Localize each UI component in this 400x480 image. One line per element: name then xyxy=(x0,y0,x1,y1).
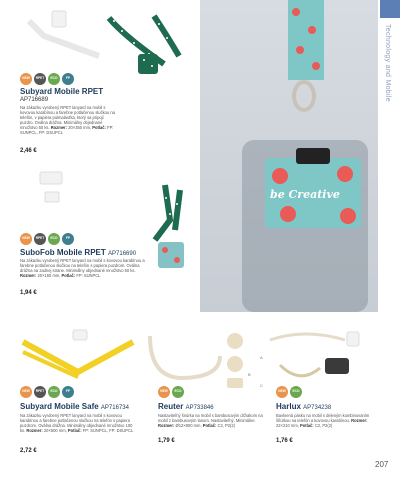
category-tab xyxy=(380,0,400,18)
fp-badge: FP xyxy=(62,233,74,245)
product-code: AP733846 xyxy=(185,405,214,411)
new-badge: NEW xyxy=(276,386,288,398)
product-5-badges xyxy=(276,386,302,398)
product-5-price: 1,76 € xyxy=(276,438,293,444)
eco-badge: ECO xyxy=(290,386,302,398)
product-5-description: Bavlnená pásku na mobil s deleným kombinovaním šňúrkou na telefón a kovovou karabínou. Rozmer: 22×210 mm, Potlač: C2, P2(2) xyxy=(276,413,370,428)
product-3-title xyxy=(20,402,129,411)
product-image-subyard-mobile-safe xyxy=(18,322,138,382)
size-value: Ø12×800 mm xyxy=(175,423,201,428)
hero-phone-illustration xyxy=(200,0,378,312)
rpet-badge: RPET xyxy=(34,233,46,245)
product-4-description: Nastaviteľný šnúrka na mobil s bambusovým držiakom na mobil z bambusovým lanom. Nastaviteľný. Minimálne. Rozmer: Ø12×800 mm, Potlač: C2, P2(2) xyxy=(158,413,263,428)
product-3-badges xyxy=(20,386,74,398)
description-text: Na zákazku vyrobený RPET lanyard na mobil s kovovou karabínou a farebne potlačenou slučkou na telefón, v papiera pulmalasťka, ktorý sa pripojí puzdro. Oválna drážna. Minimálny objednané množstvo 50 ks. xyxy=(20,105,115,130)
product-5-title xyxy=(276,402,331,411)
hero-photo xyxy=(200,0,378,312)
product-image-harlux xyxy=(265,330,375,385)
new-badge: NEW xyxy=(20,233,32,245)
product-code: AP716734 xyxy=(100,405,129,411)
print-label: Potlač: xyxy=(61,273,76,278)
variant-label-b: B xyxy=(248,372,251,377)
description-text: Na zákazku vyrobený RPET lanyard na mobil s kovovou karabínou a farebne potlačenou slučkou na telefón s papiera puzdrom. Oválna drážna na zadnej strane. Minimálny objednané množstvo 50 ks. xyxy=(20,258,145,273)
rpet-badge: RPET xyxy=(34,73,46,85)
product-1-badges xyxy=(20,73,74,85)
product-4-badges xyxy=(158,386,184,398)
product-code: AP716690 xyxy=(108,251,137,257)
product-code: AP734238 xyxy=(303,405,332,411)
product-4-title xyxy=(158,402,214,411)
print-value: C2, P2(2) xyxy=(314,423,333,428)
product-3-description: Na zákazku vyrobený RPET lanyard na mobil s kovovou karabínou a farebne potlačenou slučkou na telefón s papiera puzdrom. Oválna drážna. Minimálny objednané množstvo 100 ks. Rozmer: 20×500 mm, Potlač: FP: SUNPCL, FP: DSUPCL xyxy=(20,413,134,433)
product-1-description: Na zákazku vyrobený RPET lanyard na mobil s kovovou karabínou a farebne potlačenou slučkou na telefón, v papiera pulmalasťka, ktorý sa pripojí puzdro. Oválna drážna. Minimálny objednané množstvo 50 ks. Rozmer: 20×350 mm, Potlač: FP: SUNPCL, FP: DSUPCL xyxy=(20,105,115,135)
new-badge: NEW xyxy=(20,386,32,398)
phone-clip-green-icon xyxy=(120,50,180,80)
variant-label-c: C xyxy=(260,383,263,388)
product-name: SuboFob Mobile RPET xyxy=(20,248,106,257)
print-value: FP: SUNPCL xyxy=(76,273,101,278)
print-label: Potlač: xyxy=(202,423,217,428)
product-name: Harlux xyxy=(276,402,301,411)
size-value: 22×210 mm xyxy=(276,423,298,428)
new-badge: NEW xyxy=(158,386,170,398)
product-1-code: AP716689 xyxy=(20,97,49,103)
eco-badge: ECO xyxy=(48,73,60,85)
fp-badge: FP xyxy=(62,386,74,398)
size-label: Rozmer: xyxy=(50,125,68,130)
eco-badge: ECO xyxy=(48,233,60,245)
variant-label-a: A xyxy=(260,355,263,360)
product-2-description: Na zákazku vyrobený RPET lanyard na mobil s kovovou karabínou a farebne potlačenou slučkou na telefón s papiera puzdrom. Oválna drážna na zadnej strane. Minimálny objednané množstvo 50 ks. Rozmer: 20×160 mm, Potlač: FP: SUNPCL xyxy=(20,258,145,278)
product-4-price: 1,79 € xyxy=(158,438,175,444)
product-name: Subyard Mobile RPET xyxy=(20,87,104,96)
description-text: Na zákazku vyrobený RPET lanyard na mobil s kovovou karabínou a farebne potlačenou slučkou na telefón s papiera puzdrom. Oválna drážna. Minimálny objednané množstvo 100 ks. xyxy=(20,413,133,433)
print-value: C2, P2(2) xyxy=(217,423,236,428)
print-value: FP: SUNPCL, FP: DSUPCL xyxy=(20,125,114,135)
new-badge: NEW xyxy=(20,73,32,85)
size-value: 20×350 mm xyxy=(68,125,90,130)
eco-badge: ECO xyxy=(48,386,60,398)
size-label: Rozmer: xyxy=(158,423,175,428)
size-label: Rozmer: xyxy=(26,428,43,433)
product-name: Reuter xyxy=(158,402,184,411)
print-label: Potlač: xyxy=(67,428,82,433)
size-label: Rozmer: xyxy=(20,273,37,278)
print-label: Potlač: xyxy=(300,423,314,428)
size-value: 20×160 mm xyxy=(37,273,60,278)
product-image-reuter xyxy=(140,326,260,391)
product-2-title xyxy=(20,248,136,257)
fp-badge: FP xyxy=(62,73,74,85)
page-number: 207 xyxy=(375,460,389,469)
product-2-badges xyxy=(20,233,74,245)
product-3-price: 2,72 € xyxy=(20,448,37,454)
hero-card-text: be Creative xyxy=(270,188,340,201)
description-text: Nastaviteľný šnúrka na mobil s bambusovým držiakom na mobil z bambusovým lanom. Nastaviteľný. Minimálne. xyxy=(158,413,263,423)
product-name: Subyard Mobile Safe xyxy=(20,402,99,411)
size-label: Rozmer: xyxy=(351,418,368,423)
eco-badge: ECO xyxy=(172,386,184,398)
print-label: Potlač: xyxy=(92,125,106,130)
product-1-price: 2,46 € xyxy=(20,148,37,154)
category-label: Technology and Mobile xyxy=(384,24,391,102)
product-1-title xyxy=(20,87,103,96)
product-2-price: 1,94 € xyxy=(20,290,37,296)
size-value: 20×500 mm xyxy=(43,428,66,433)
print-value: FP: SUNPCL, FP: DSUPCL xyxy=(82,428,134,433)
rpet-badge: RPET xyxy=(34,386,46,398)
description-text: Bavlnená pásku na mobil s deleným kombinovaním šňúrkou na telefón a kovovou karabínou. xyxy=(276,413,370,423)
